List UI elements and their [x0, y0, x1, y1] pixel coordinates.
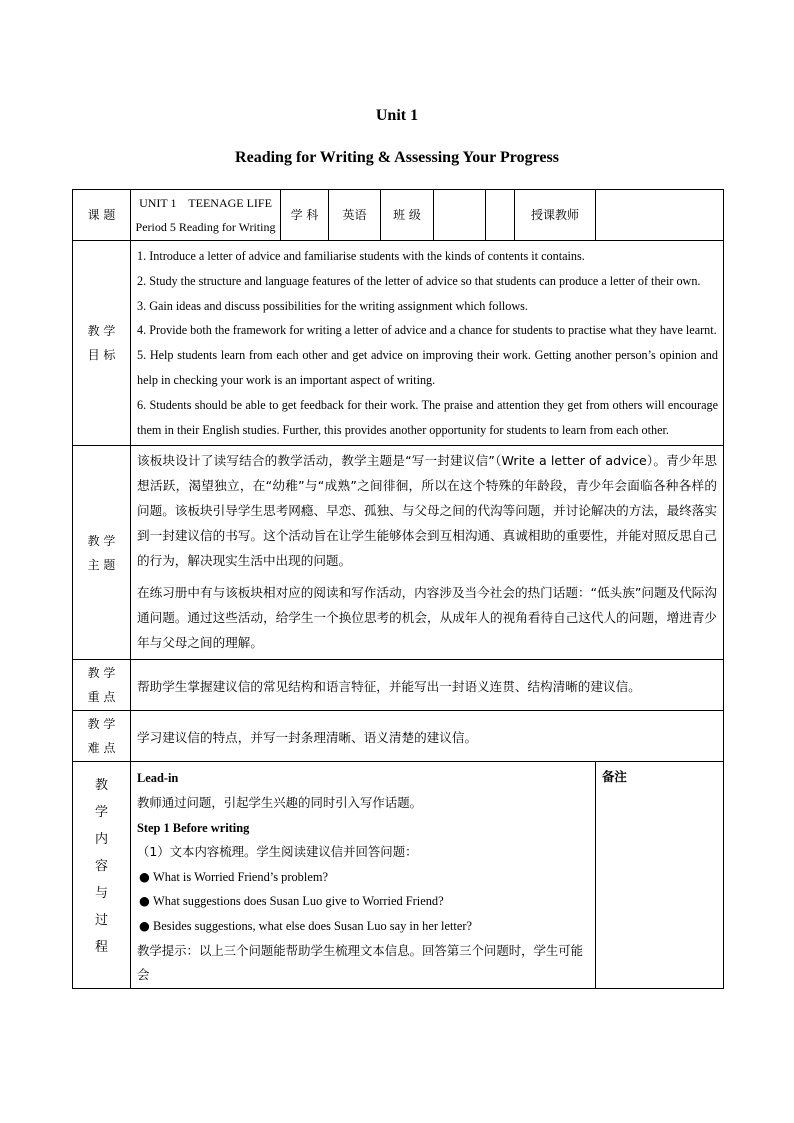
objective-item: 3. Gain ideas and discuss possibilities for the writing assignment which follows.	[137, 298, 528, 313]
question-text: What is Worried Friend’s problem?	[153, 869, 328, 884]
key-points-label	[73, 660, 131, 711]
bullet-icon: ●	[139, 868, 150, 884]
theme-paragraph: 该板块设计了读写结合的教学活动，教学主题是“写一封建议信”（Write a letter of advice）。青少年思想活跃，渴望独立，在“幼稚”与“成熟”之间徘徊，所以在这个特殊的年龄段，青少年会面临各种各样的问题。该板块引导学生思考网瘾、早恋、孤独、与父母之间的代沟等问题，并讨论解决的方法，最终落实到一封建议信的书写。这个活动旨在让学生能够体会到互相沟通、真诚相助的重要性，并能对照反思自己的行为，解决现实生活中出现的问题。	[137, 453, 717, 569]
theme-paragraph: 在练习册中有与该板块相对应的阅读和写作活动，内容涉及当今社会的热门话题：“低头族”问题及代际沟通问题。通过这些活动，给学生一个换位思考的机会，从成年人的视角看待自己这代人的问题，增进青少年与父母之间的理解。	[137, 585, 717, 651]
process-label-char: 程	[94, 940, 108, 956]
objective-item: 4. Provide both the framework for writing a letter of advice and a chance for students to practise what they have learnt.	[137, 323, 717, 338]
process-label-char: 内	[94, 832, 108, 848]
step1-heading: Step 1 Before writing	[137, 820, 250, 835]
objectives-row	[73, 241, 724, 446]
process-label-char: 容	[94, 859, 108, 875]
subject-value: 英语	[329, 190, 381, 241]
question-item	[137, 914, 589, 939]
difficulties-text: 学习建议信的特点，并写一封条理清晰、语义清楚的建议信。	[131, 711, 724, 762]
difficulties-label	[73, 711, 131, 762]
lead-in-text: 教师通过问题，引起学生兴趣的同时引入写作话题。	[137, 794, 422, 810]
bullet-icon: ●	[139, 893, 150, 909]
process-label-char: 与	[94, 886, 108, 902]
class-value	[434, 190, 486, 241]
lesson-plan-table	[72, 189, 724, 989]
objective-item: 5. Help students learn from each other and get advice on improving their work. Getting another person’s opinion and help in checking your work is an important aspect of writing.	[137, 348, 718, 387]
theme-content	[131, 446, 724, 660]
objective-item: 2. Study the structure and language features of the letter of advice so that students can produce a letter of their own.	[137, 273, 701, 288]
question-text: What suggestions does Susan Luo give to Worried Friend?	[153, 894, 444, 909]
objectives-label-line1: 教 学	[87, 324, 116, 339]
spacer-cell	[486, 190, 515, 241]
lead-in-heading: Lead-in	[137, 771, 179, 786]
theme-row	[73, 446, 724, 660]
objective-item: 6. Students should be able to get feedback for their work. The praise and attention they get from others will encourage them in their English studies. Further, this provides another opportunity for students to learn from each other.	[137, 397, 718, 437]
bullet-icon: ●	[139, 917, 150, 933]
teacher-value	[596, 190, 724, 241]
question-item	[137, 889, 589, 914]
key-points-label-line2: 重 点	[87, 690, 116, 705]
objectives-label	[73, 241, 131, 446]
difficulties-label-line2: 难 点	[87, 741, 116, 756]
process-label-char: 过	[94, 913, 108, 929]
process-label-char: 教	[94, 778, 108, 794]
key-points-label-line1: 教 学	[87, 666, 116, 681]
class-label: 班 级	[381, 190, 434, 241]
difficulties-row	[73, 711, 724, 762]
key-points-text: 帮助学生掌握建议信的常见结构和语言特征，并能写出一封语义连贯、结构清晰的建议信。	[131, 660, 724, 711]
course-unit: UNIT 1 TEENAGE LIFE	[139, 196, 272, 210]
note-label: 备注	[596, 762, 724, 988]
process-label	[73, 762, 131, 988]
page-title: Unit 1	[375, 107, 419, 124]
info-row	[73, 190, 724, 241]
theme-label-line2: 主 题	[87, 557, 116, 572]
objective-item: 1. Introduce a letter of advice and familiarise students with the kinds of contents it contains.	[137, 249, 585, 263]
topic-label: 课 题	[73, 190, 131, 241]
objectives-content	[131, 241, 724, 446]
objectives-label-line2: 目 标	[87, 348, 116, 363]
process-row	[73, 762, 724, 988]
teaching-tip: 教学提示：以上三个问题能帮助学生梳理文本信息。回答第三个问题时，学生可能会	[137, 942, 584, 983]
theme-label	[73, 446, 131, 660]
step1-intro: （1）文本内容梳理。学生阅读建议信并回答问题：	[137, 844, 418, 860]
course-period: Period 5 Reading for Writing	[135, 220, 276, 234]
course-cell	[131, 190, 281, 241]
question-text: Besides suggestions, what else does Susan Luo say in her letter?	[153, 918, 472, 933]
page-subtitle: Reading for Writing & Assessing Your Progress	[235, 149, 559, 166]
difficulties-label-line1: 教 学	[87, 717, 116, 732]
key-points-row	[73, 660, 724, 711]
teacher-label: 授课教师	[515, 190, 596, 241]
subject-label: 学 科	[281, 190, 329, 241]
theme-label-line1: 教 学	[87, 533, 116, 548]
process-label-char: 学	[94, 805, 108, 821]
process-content	[131, 762, 596, 988]
question-item	[137, 865, 589, 890]
